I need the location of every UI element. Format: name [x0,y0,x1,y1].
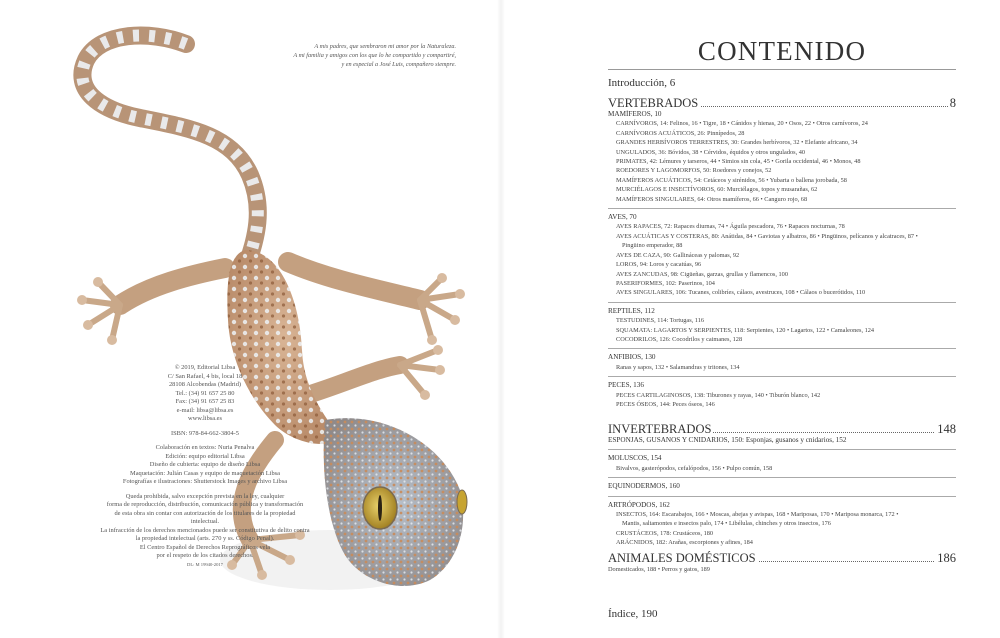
group-divider [608,477,956,478]
toc-entry: AVES RAPACES, 72: Rapaces diurnas, 74 • Águila pescadora, 76 • Rapaces nocturnas, 78 [616,223,845,231]
toc-group-artropodos [608,501,956,548]
toc-entry: Pingüino emperador, 88 [622,242,683,250]
section-name: VERTEBRADOS [608,96,699,110]
page-title: CONTENIDO [697,36,867,66]
toc-entry: PRIMATES, 42: Lémures y tarseros, 44 • Simios sin cola, 45 • Gorila occidental, 46 • Monos, 48 [616,158,861,166]
legal-line: por el respeto de los citados derechos. [156,552,254,559]
toc-entry: CRUSTÁCEOS, 178: Crustáceos, 180 [616,529,714,537]
imprint-line: © 2019, Editorial Libsa [174,364,236,371]
group-title: MOLUSCOS, 154 [608,454,662,463]
section-page: 8 [949,96,956,110]
toc-entry: Mantis, saltamontes e insectos palo, 174 • Libélulas, chinches y otros insectos, 176 [622,520,831,528]
toc-entry: PECES ÓSEOS, 144: Peces óseos, 146 [616,400,715,408]
toc-group-mamiferos [608,110,956,204]
toc-group-equinodermos [608,482,956,491]
group-divider [608,348,956,349]
toc-entry: Ranas y sapos, 132 • Salamandras y tritones, 134 [616,363,740,371]
group-title: ANFIBIOS, 130 [608,353,656,362]
credit-line: Maquetación: Julián Casas y equipo de maquetación Libsa [130,469,280,477]
toc-entry: PASERIFORMES, 102: Paserinos, 104 [616,279,715,287]
toc-entry: Bivalvos, gasterópodos, cefalópodos, 156 • Pulpo común, 158 [616,464,773,472]
toc-intro: Introducción, 6 [608,77,676,89]
legal-line: El Centro Español de Derechos Reprográficos vela [139,543,271,551]
imprint-block [100,364,310,568]
credit-line: Colaboración en textos: Nuria Penalva [155,444,255,451]
toc-group-aves [608,213,956,298]
toc-entry: MAMÍFEROS ACUÁTICOS, 54: Cetáceos y sirénidos, 56 • Yubarta o ballena jorobada, 58 [616,176,847,184]
toc-entry: INSECTOS, 164: Escarabajos, 166 • Moscas, abejas y avispas, 168 • Mariposas, 170 • Mariposa monarca, 172 • [616,511,899,519]
legal-line: la propiedad intelectual (arts. 270 y ss. Código Penal). [135,535,275,542]
toc-entry: UNGULADOS, 36: Bóvidos, 38 • Cérvidos, équidos y otros ungulados, 40 [616,148,806,156]
toc-entry: ARÁCNIDOS, 182: Arañas, escorpiones y afines, 184 [616,539,753,547]
toc-group-peces [608,381,956,409]
section-heading [608,551,956,565]
group-title: EQUINODERMOS, 160 [608,482,680,491]
toc-entry: CARNÍVOROS ACUÁTICOS, 26: Pinnípedos, 28 [616,129,745,137]
credit-line: Diseño de cubierta: equipo de diseño Libsa [149,461,261,468]
section-page: 186 [937,551,956,565]
legal-line: La infracción de los derechos mencionados puede ser constitutiva de delito contra [100,526,310,534]
group-divider [608,208,956,209]
imprint-line: www.libsa.es [187,415,223,422]
toc-entry: MAMÍFEROS SINGULARES, 64: Otros mamíferos, 66 • Canguro rojo, 68 [616,195,808,203]
isbn: ISBN: 978-84-662-3804-5 [171,429,239,437]
toc-section-vertebrados [608,96,956,409]
toc-entry: TESTUDINES, 114: Tortugas, 116 [616,317,705,325]
toc-entry: LOROS, 94: Loros y cacatúas, 96 [616,261,702,269]
group-title: AVES, 70 [608,213,637,222]
toc-group-anfibios [608,353,956,372]
imprint-line: e-mail: libsa@libsa.es [176,406,234,414]
toc-group-reptiles [608,307,956,345]
group-divider [608,376,956,377]
group-title: ESPONJAS, GUSANOS Y CNIDARIOS, 150: Esponjas, gusanos y cnidarios, 152 [608,436,847,444]
toc-entry: AVES DE CAZA, 90: Gallináceas y palomas, 92 [616,251,740,259]
section-name: ANIMALES DOMÉSTICOS [608,551,756,565]
toc-entry: PECES CARTILAGINOSOS, 138: Tiburones y rayas, 140 • Tiburón blanco, 142 [616,391,821,399]
group-divider [608,302,956,303]
dedication-line: y en especial a José Luis, compañero siempre. [341,61,456,68]
dedication-line: A mis padres, que sembraron mi amor por la Naturaleza. [314,43,456,50]
group-title: REPTILES, 112 [608,306,655,315]
toc-group-moluscos [608,454,956,473]
imprint-line: C/ San Rafael, 4 bis, local 18 [167,372,243,380]
group-title: MAMÍFEROS, 10 [608,110,662,118]
toc-entry: ROEDORES Y LAGOMORFOS, 50: Roedores y conejos, 52 [616,167,772,175]
legal-line: de esta obra sin contar con autorización de los titulares de la propiedad intelectual. [114,509,296,525]
toc-entry: SQUAMATA: LAGARTOS Y SERPIENTES, 118: Serpientes, 120 • Lagartos, 122 • Camaleones, 124 [616,326,875,334]
toc-index: Índice, 190 [608,608,658,620]
imprint-line: Fax: (34) 91 657 25 83 [175,398,235,405]
dedication [246,42,456,69]
toc-entry: GRANDES HERBÍVOROS TERRESTRES, 30: Grandes herbívoros, 32 • Elefante africano, 34 [616,139,858,147]
legal-line: forma de reproducción, distribución, comunicación pública y transformación [106,501,304,508]
group-title: ARTRÓPODOS, 162 [608,500,670,509]
credit-line: Edición: equipo editorial Libsa [165,452,245,460]
imprint-line: 28108 Alcobendas (Madrid) [168,381,242,388]
group-divider [608,496,956,497]
section-name: INVERTEBRADOS [608,422,712,436]
credit-line: Fotografías e ilustraciones: Shutterstock Images y archivo Libsa [122,478,288,485]
dedication-line: A mi familia y amigos con los que lo he compartido y compartiré, [293,52,456,59]
toc-entry: CARNÍVOROS, 14: Felinos, 16 • Tigre, 18 • Cánidos y hienas, 20 • Osos, 22 • Otros carnívoros, 24 [616,120,868,128]
legal-line: Queda prohibida, salvo excepción prevista en la ley, cualquier [125,492,285,500]
toc-entry: AVES ZANCUDAS, 98: Cigüeñas, garzas, grullas y flamencos, 100 [616,270,788,278]
section-heading [608,96,956,110]
section-page: 148 [937,422,956,436]
legal-deposit: DL: M 19940-2017 [187,561,223,567]
toc-group-domesticos [608,565,956,574]
toc-entry: MURCIÉLAGOS E INSECTÍVOROS, 60: Murciélagos, topos y musarañas, 62 [616,186,818,194]
toc-group-esponjas [608,436,956,445]
book-gutter [497,0,505,638]
toc-entry: COCODRILOS, 126: Cocodrilos y caimanes, 128 [616,335,743,343]
toc-entry: AVES ACUÁTICAS Y COSTERAS, 80: Anátidas, 84 • Gaviotas y albatros, 86 • Pingüinos, pelícanos y alcatraces, 87 • [616,232,918,240]
group-title: PECES, 136 [608,381,644,390]
toc-entry: AVES SINGULARES, 106: Tucanes, colibríes, cálaos, avestruces, 108 • Cálaos o bucerótidos, 110 [616,289,866,297]
toc-section-domesticos [608,551,956,574]
toc-section-invertebrados [608,422,956,548]
toc-entry: Domesticados, 188 • Perros y gatos, 189 [608,566,710,573]
group-divider [608,449,956,450]
section-heading [608,422,956,436]
title-rule [608,69,956,70]
imprint-line: Tel.: (34) 91 657 25 80 [175,389,235,397]
